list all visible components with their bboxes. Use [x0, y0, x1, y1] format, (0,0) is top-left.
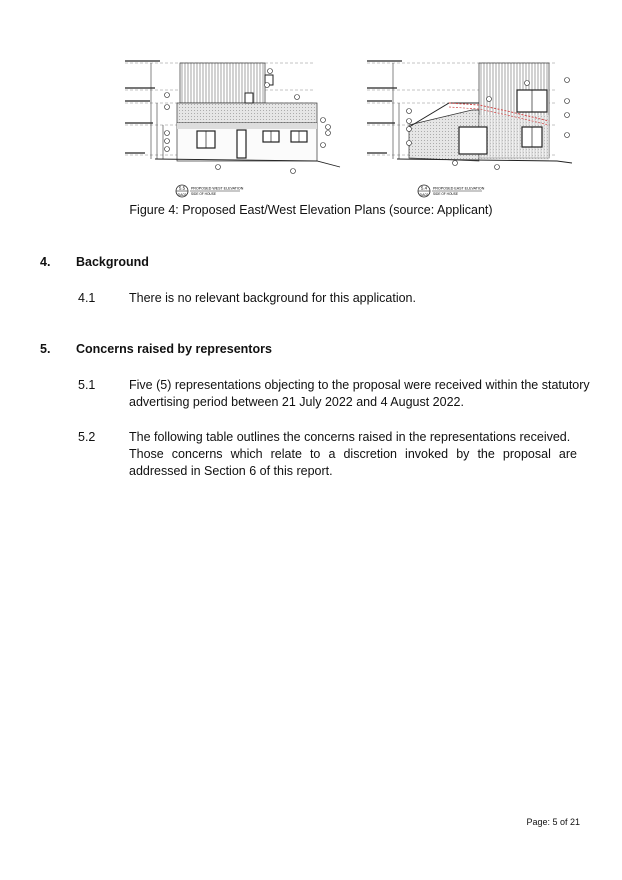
- item-5-1-number: 5.1: [78, 378, 96, 392]
- section-4-heading: Background: [76, 255, 149, 269]
- item-4-1-text: There is no relevant background for this application.: [129, 291, 416, 305]
- item-4-1-number: 4.1: [78, 291, 96, 305]
- west-elevation-title: PROPOSED WEST ELEVATION: [191, 186, 244, 191]
- east-elevation-sub: DA02: [419, 193, 429, 197]
- east-elevation-drawing: [367, 60, 572, 197]
- east-elevation-title: PROPOSED EAST ELEVATION: [433, 186, 485, 191]
- elevation-figure: [115, 55, 585, 200]
- west-elevation-sub: DA02: [177, 193, 187, 197]
- west-elevation-ref: 5.5: [178, 185, 186, 191]
- figure-caption: Figure 4: Proposed East/West Elevation Plans (source: Applicant): [129, 203, 493, 217]
- section-5-heading: Concerns raised by representors: [76, 342, 272, 356]
- page-number: Page: 5 of 21: [526, 817, 580, 827]
- item-5-1-text: [129, 377, 590, 411]
- section-5-number: 5.: [40, 342, 51, 356]
- item-5-2-line: Those concerns which relate to a discretion invoked by the proposal are: [129, 447, 577, 461]
- item-5-2-number: 5.2: [78, 430, 96, 444]
- section-4-number: 4.: [40, 255, 51, 269]
- east-elevation-ref: 5.4: [420, 185, 428, 191]
- item-5-2-line: The following table outlines the concerns raised in the representations received.: [129, 430, 571, 444]
- west-elevation-drawing: [125, 60, 340, 197]
- item-5-2-text: [129, 429, 577, 480]
- item-5-2-line: addressed in Section 6 of this report.: [129, 464, 333, 478]
- item-5-1-line: advertising period between 21 July 2022 and 4 August 2022.: [129, 395, 464, 409]
- item-5-1-line: Five (5) representations objecting to the proposal were received within the statutory: [129, 378, 590, 392]
- east-elevation-subtitle: SIDE OF HOUSE: [433, 192, 458, 196]
- west-elevation-subtitle: SIDE OF HOUSE: [191, 192, 216, 196]
